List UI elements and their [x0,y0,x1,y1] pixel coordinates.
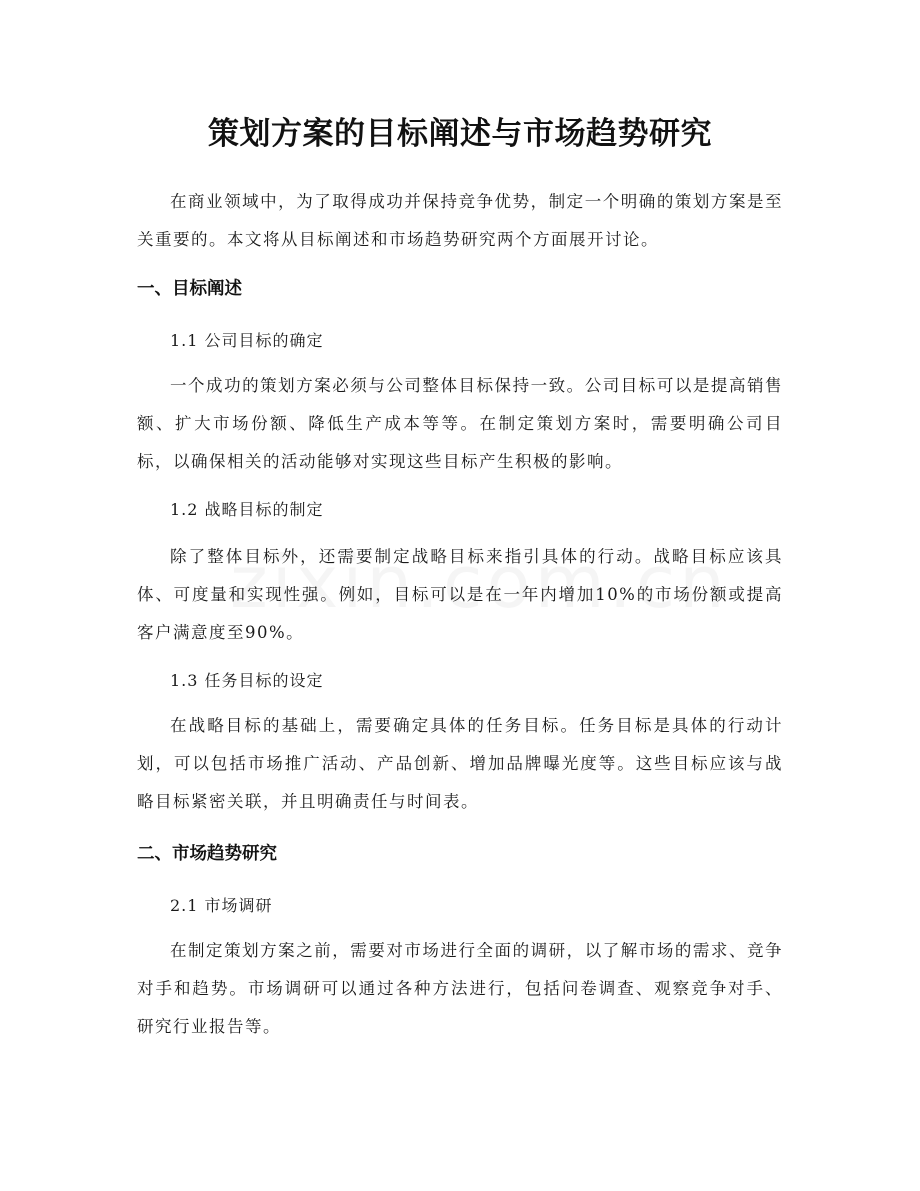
subsection-heading-2-1: 2.1 市场调研 [170,896,273,915]
subsection-body-1-2: 除了整体目标外，还需要制定战略目标来指引具体的行动。战略目标应该具体、可度量和实现性强。例如，目标可以是在一年内增加10%的市场份额或提高客户满意度至90%。 [137,547,783,642]
subsection-heading-1-1: 1.1 公司目标的确定 [170,331,324,350]
subsection-body-1-1: 一个成功的策划方案必须与公司整体目标保持一致。公司目标可以是提高销售额、扩大市场份额、降低生产成本等等。在制定策划方案时，需要明确公司目标，以确保相关的活动能够对实现这些目标产生积极的影响。 [137,376,783,471]
subsection-body-2-1: 在制定策划方案之前，需要对市场进行全面的调研，以了解市场的需求、竞争对手和趋势。市场调研可以通过各种方法进行，包括问卷调查、观察竞争对手、研究行业报告等。 [137,941,783,1036]
intro-paragraph: 在商业领域中，为了取得成功并保持竞争优势，制定一个明确的策划方案是至关重要的。本文将从目标阐述和市场趋势研究两个方面展开讨论。 [137,192,783,249]
document-title: 策划方案的目标阐述与市场趋势研究 [208,116,712,152]
section-heading-objectives: 一、目标阐述 [137,279,242,299]
subsection-body-1-3: 在战略目标的基础上，需要确定具体的任务目标。任务目标是具体的行动计划，可以包括市场推广活动、产品创新、增加品牌曝光度等。这些目标应该与战略目标紧密关联，并且明确责任与时间表。 [137,716,783,811]
subsection-heading-1-3: 1.3 任务目标的设定 [170,671,324,690]
subsection-heading-1-2: 1.2 战略目标的制定 [170,500,324,519]
section-heading-market-trends: 二、市场趋势研究 [137,844,277,864]
